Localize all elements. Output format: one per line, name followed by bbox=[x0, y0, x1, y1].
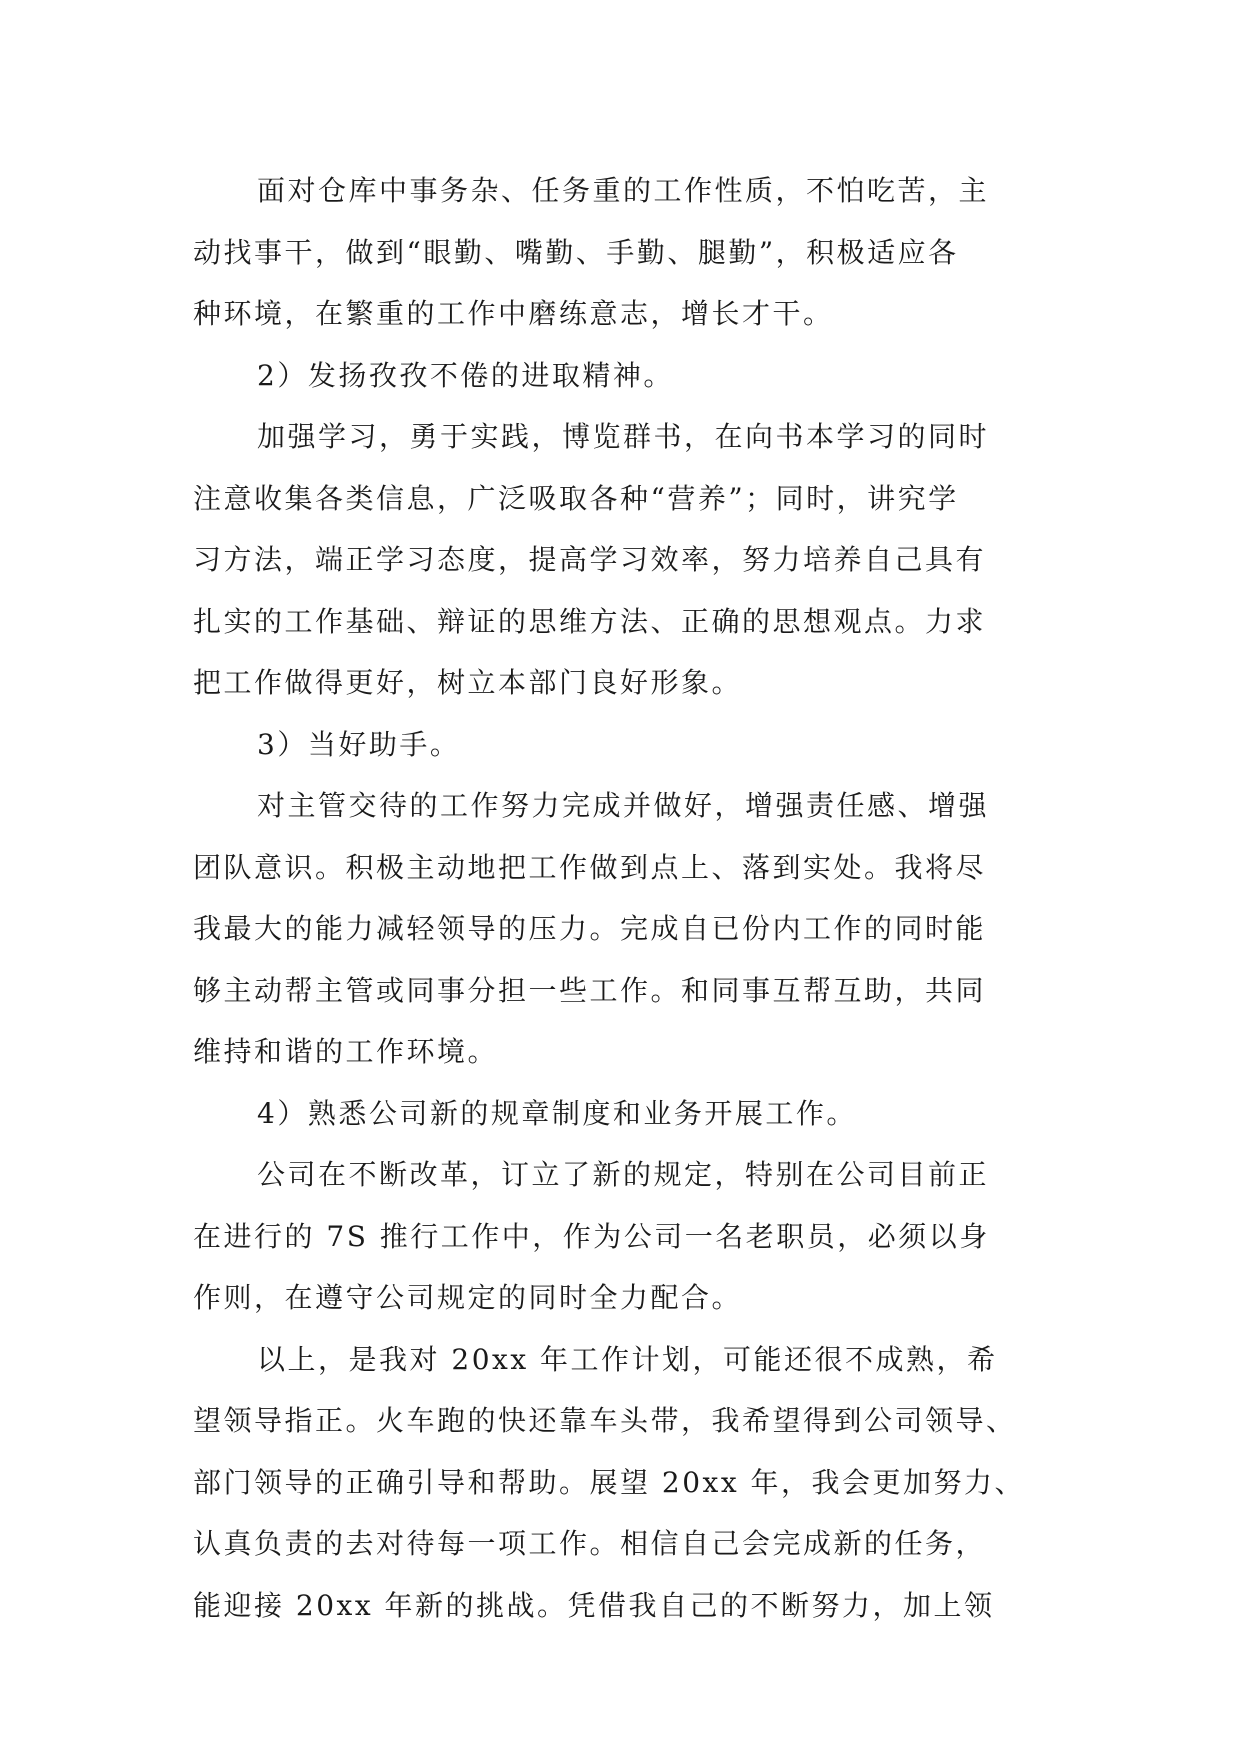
text-line: 作则，在遵守公司规定的同时全力配合。 bbox=[193, 1281, 743, 1314]
section-heading: 4）熟悉公司新的规章制度和业务开展工作。 bbox=[257, 1096, 857, 1130]
text-line: 能迎接 20xx 年新的挑战。凭借我自己的不断努力，加上领 bbox=[193, 1588, 995, 1622]
text-line: 在进行的 7S 推行工作中，作为公司一名老职员，必须以身 bbox=[193, 1219, 990, 1253]
text-line: 面对仓库中事务杂、任务重的工作性质，不怕吃苦，主 bbox=[257, 174, 990, 207]
text-line: 我最大的能力减轻领导的压力。完成自已份内工作的同时能 bbox=[193, 912, 987, 945]
text-line: 维持和谐的工作环境。 bbox=[193, 1035, 499, 1068]
text-line: 对主管交待的工作努力完成并做好，增强责任感、增强 bbox=[257, 789, 990, 822]
text-line: 公司在不断改革，订立了新的规定，特别在公司目前正 bbox=[257, 1158, 990, 1191]
text-line: 注意收集各类信息，广泛吸取各种“营养”；同时，讲究学 bbox=[193, 481, 959, 515]
text-line: 种环境，在繁重的工作中磨练意志，增长才干。 bbox=[193, 297, 834, 330]
text-line: 扎实的工作基础、辩证的思维方法、正确的思想观点。力求 bbox=[193, 604, 987, 638]
text-line: 认真负责的去对待每一项工作。相信自己会完成新的任务， bbox=[193, 1527, 987, 1560]
text-line: 望领导指正。火车跑的快还靠车头带，我希望得到公司领导、 bbox=[193, 1404, 1017, 1437]
text-line: 团队意识。积极主动地把工作做到点上、落到实处。我将尽 bbox=[193, 850, 987, 884]
text-line: 动找事干，做到“眼勤、嘴勤、手勤、腿勤”，积极适应各 bbox=[193, 235, 959, 269]
text-line: 习方法，端正学习态度，提高学习效率，努力培养自己具有 bbox=[193, 543, 987, 576]
document-body bbox=[193, 160, 1053, 1636]
section-heading: 2）发扬孜孜不倦的进取精神。 bbox=[257, 358, 674, 392]
text-line: 部门领导的正确引导和帮助。展望 20xx 年，我会更加努力、 bbox=[193, 1465, 1026, 1499]
text-line: 够主动帮主管或同事分担一些工作。和同事互帮互助，共同 bbox=[193, 973, 987, 1007]
section-heading: 3）当好助手。 bbox=[257, 727, 461, 761]
text-line: 以上，是我对 20xx 年工作计划，可能还很不成熟，希 bbox=[257, 1342, 998, 1376]
text-line: 加强学习，勇于实践，博览群书，在向书本学习的同时 bbox=[257, 420, 990, 453]
text-line: 把工作做得更好，树立本部门良好形象。 bbox=[193, 666, 743, 699]
